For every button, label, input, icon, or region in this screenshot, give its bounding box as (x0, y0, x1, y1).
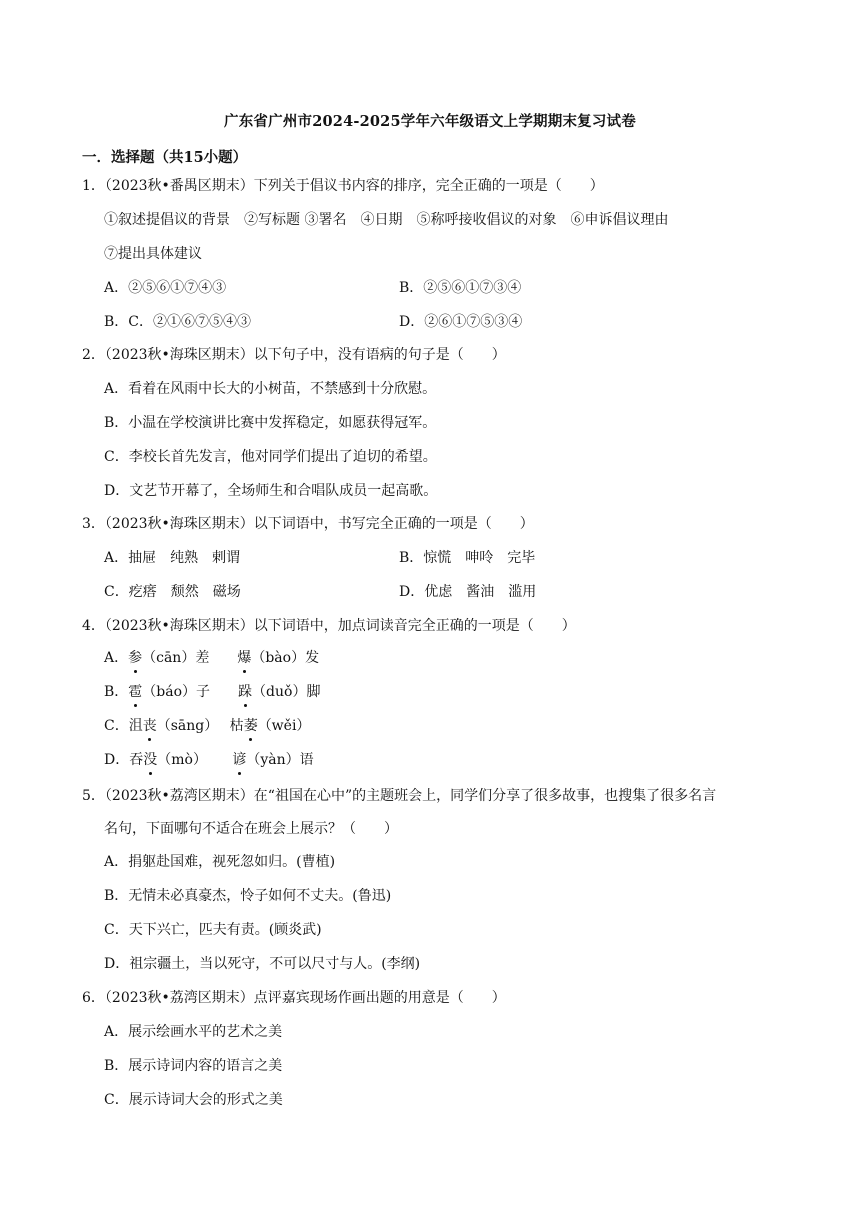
dotted-character: 萎 (243, 718, 258, 734)
question-1-option-a: A．②⑤⑥①⑦④③ (104, 280, 227, 296)
dotted-character: 跺 (238, 684, 253, 700)
question-4-option-c (104, 716, 310, 736)
question-2-option-c: C．李校长首先发言，他对同学们提出了迫切的希望。 (104, 449, 437, 465)
option-label: A． (104, 650, 129, 666)
question-5-option-c: C．天下兴亡，匹夫有责。(顾炎武) (104, 922, 322, 938)
question-6-option-b: B．展示诗词内容的语言之美 (104, 1058, 283, 1074)
question-5-option-d: D．祖宗疆土，当以死守，不可以尺寸与人。(李纲) (104, 956, 421, 972)
pinyin-text: （cān）差 (142, 650, 238, 666)
pinyin-text: （mò） (157, 752, 233, 768)
option-label: C．沮 (104, 718, 143, 734)
question-3-option-a: A．抽屉 纯熟 剌谓 (104, 550, 241, 566)
question-1-stem: 1．（2023秋•番禺区期末）下列关于倡议书内容的排序，完全正确的一项是（ ） (82, 178, 604, 194)
pinyin-text: （báo）子 (142, 684, 239, 700)
dotted-character: 雹 (128, 684, 143, 700)
question-2-stem: 2．（2023秋•海珠区期末）以下句子中，没有语病的句子是（ ） (82, 347, 506, 363)
question-3-option-d: D．优虑 酱油 滥用 (399, 584, 537, 600)
question-4-option-a (104, 648, 319, 668)
option-label: B． (104, 684, 129, 700)
question-3-option-b: B．惊慌 呻呤 完毕 (399, 550, 536, 566)
question-4-stem: 4．（2023秋•海珠区期末）以下词语中，加点词读音完全正确的一项是（ ） (82, 618, 576, 634)
question-2-option-d: D．文艺节开幕了，全场师生和合唱队成员一起高歌。 (104, 483, 438, 499)
question-5-option-b: B．无情未必真豪杰，怜子如何不丈夫。(鲁迅) (104, 888, 392, 904)
question-4-option-d (104, 750, 314, 770)
question-5-stem-line1: 5．（2023秋•荔湾区期末）在“祖国在心中”的主题班会上，同学们分享了很多故事，也搜集了很多名言 (82, 788, 717, 804)
question-2-option-b: B．小温在学校演讲比赛中发挥稳定，如愿获得冠军。 (104, 415, 437, 431)
question-1-option-b: B．②⑤⑥①⑦③④ (399, 280, 522, 296)
question-5-option-a: A．捐躯赴国难，视死忽如归。(曹植) (104, 854, 336, 870)
question-1-items-line2: ⑦提出具体建议 (104, 246, 202, 262)
question-2-option-a: A．看着在风雨中长大的小树苗，不禁感到十分欣慰。 (104, 381, 437, 397)
exam-title: 广东省广州市2024-2025学年六年级语文上学期期末复习试卷 (224, 113, 636, 130)
dotted-character: 丧 (142, 718, 157, 734)
pinyin-text: （wěi） (257, 718, 311, 734)
dotted-character: 参 (128, 650, 143, 666)
pinyin-text: （bào）发 (251, 650, 320, 666)
dotted-character: 谚 (232, 752, 247, 768)
question-6-option-a: A．展示绘画水平的艺术之美 (104, 1024, 283, 1040)
question-3-stem: 3．（2023秋•海珠区期末）以下词语中，书写完全正确的一项是（ ） (82, 516, 534, 532)
pinyin-text: （yàn）语 (246, 752, 314, 768)
question-6-stem: 6．（2023秋•荔湾区期末）点评嘉宾现场作画出题的用意是（ ） (82, 990, 506, 1006)
question-1-option-c: B．C．②①⑥⑦⑤④③ (104, 314, 251, 330)
section-heading: 一．选择题（共15小题） (82, 149, 248, 166)
question-1-items-line1: ①叙述提倡议的背景 ②写标题 ③署名 ④日期 ⑤称呼接收倡议的对象 ⑥申诉倡议理由 (104, 212, 669, 228)
question-3-option-c: C．疙瘩 颓然 磁场 (104, 584, 241, 600)
question-5-stem-line2: 名句，下面哪句不适合在班会上展示？（ ） (104, 821, 398, 837)
pinyin-text: （sāng） 枯 (156, 718, 244, 734)
dotted-character: 爆 (237, 650, 252, 666)
question-1-option-d: D．②⑥①⑦⑤③④ (399, 314, 523, 330)
question-4-option-b (104, 682, 320, 702)
pinyin-text: （duǒ）脚 (252, 684, 321, 700)
option-label: D．吞 (104, 752, 144, 768)
dotted-character: 没 (143, 752, 158, 768)
question-6-option-c: C．展示诗词大会的形式之美 (104, 1092, 283, 1108)
